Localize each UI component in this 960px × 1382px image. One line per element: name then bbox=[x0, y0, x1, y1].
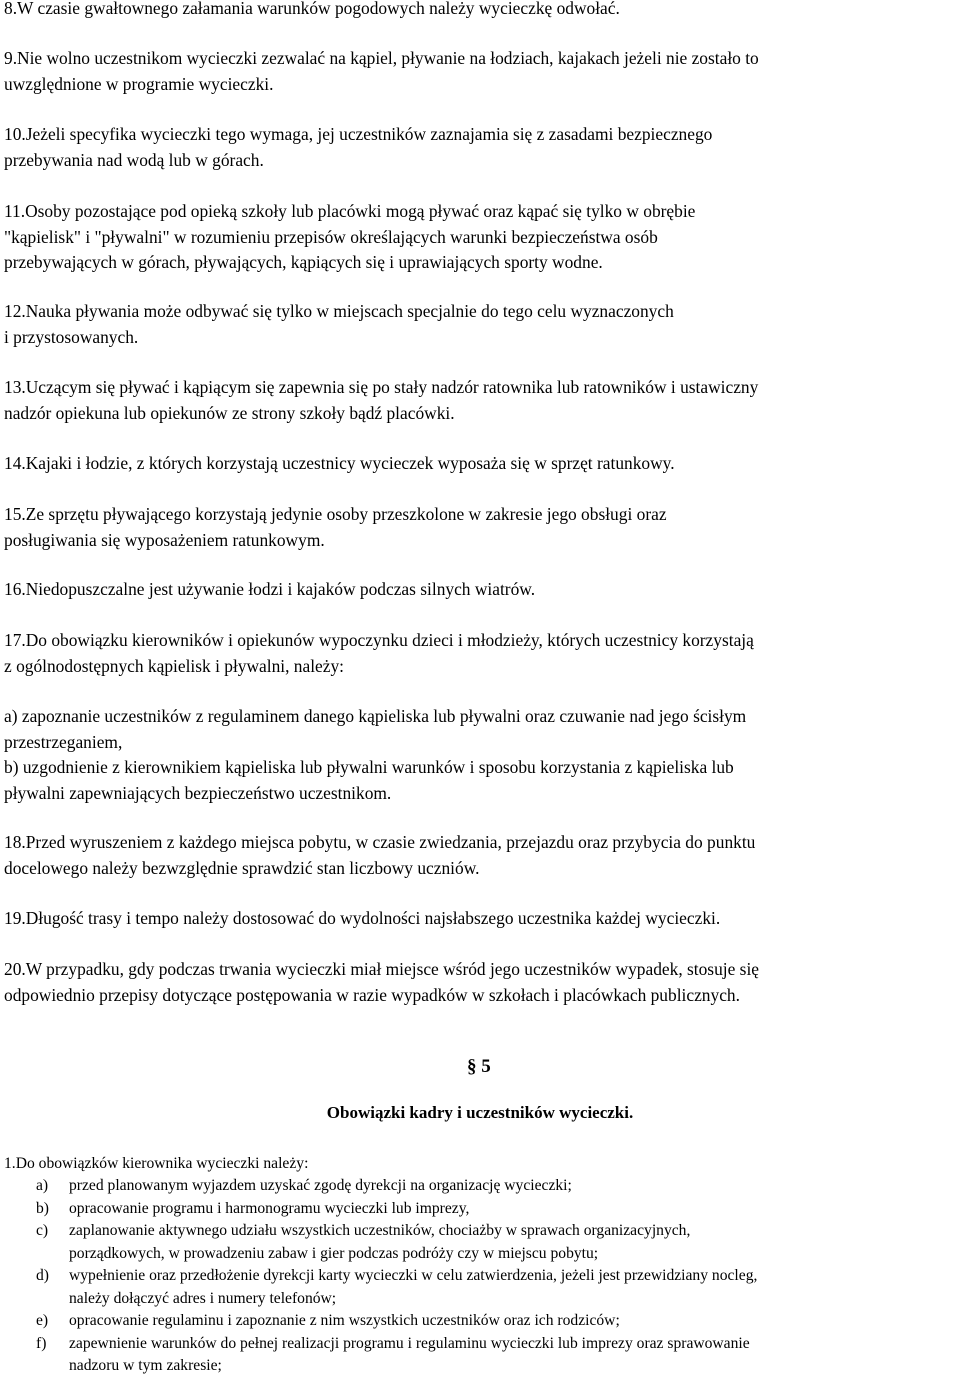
text-line: 13.Uczącym się pływać i kąpiącym się zapewnia się po stały nadzór ratownika lub ratowników i ustawiczny bbox=[4, 377, 759, 397]
duties-list bbox=[0, 1175, 960, 1378]
text-line: uwzględnione w programie wycieczki. bbox=[4, 73, 274, 94]
text-line: i przystosowanych. bbox=[4, 326, 139, 347]
list-item-text: zaplanowanie aktywnego udziału wszystkich uczestników, chociażby w sprawach organizacyjnych, bbox=[69, 1222, 691, 1239]
paragraph-17 bbox=[4, 628, 960, 679]
list-item-text: przed planowanym wyjazdem uzyskać zgodę dyrekcji na organizację wycieczki; bbox=[69, 1177, 572, 1194]
text-line: 17.Do obowiązku kierowników i opiekunów wypoczynku dzieci i młodzieży, których uczestnicy korzystają bbox=[4, 630, 754, 650]
text-line: 10.Jeżeli specyfika wycieczki tego wymaga, jej uczestników zaznajamia się z zasadami bezpiecznego bbox=[4, 124, 713, 144]
text-line: docelowego należy bezwzględnie sprawdzić stan liczbowy uczniów. bbox=[4, 857, 480, 878]
list-item-text: wypełnienie oraz przedłożenie dyrekcji karty wycieczki w celu zatwierdzenia, jeżeli jest przewidziany nocleg, bbox=[69, 1267, 758, 1284]
text-line: posługiwania się wyposażeniem ratunkowym. bbox=[4, 529, 325, 550]
paragraph-18 bbox=[4, 830, 960, 881]
paragraph-16 bbox=[4, 577, 960, 603]
paragraph-11 bbox=[4, 199, 960, 276]
paragraph-20 bbox=[4, 957, 960, 1008]
text-line: 20.W przypadku, gdy podczas trwania wycieczki miał miejsce wśród jego uczestników wypadek, stosuje się bbox=[4, 959, 759, 979]
text-line: nadzór opiekuna lub opiekunów ze strony szkoły bądź placówki. bbox=[4, 402, 455, 423]
paragraph-14 bbox=[4, 451, 960, 477]
text-line: 12.Nauka pływania może odbywać się tylko w miejscach specjalnie do tego celu wyznaczonych bbox=[4, 301, 674, 321]
text-line: z ogólnodostępnych kąpielisk i pływalni, należy: bbox=[4, 655, 345, 676]
text-line: a) zapoznanie uczestników z regulaminem danego kąpieliska lub pływalni oraz czuwanie nad jego ścisłym bbox=[4, 706, 747, 726]
list-item bbox=[0, 1220, 960, 1265]
text-line: 19.Długość trasy i tempo należy dostosować do wydolności najsłabszego uczestnika każdej wycieczki. bbox=[4, 908, 721, 928]
list-item bbox=[0, 1198, 960, 1221]
section-title: Obowiązki kadry i uczestników wycieczki. bbox=[326, 1103, 634, 1122]
list-item-letter: b) bbox=[36, 1199, 49, 1217]
list-item-letter: a) bbox=[36, 1177, 49, 1194]
list-item-letter: f) bbox=[36, 1334, 47, 1352]
list-item bbox=[0, 1333, 960, 1378]
section-number: § 5 bbox=[467, 1056, 491, 1077]
text-line: przebywających w górach, pływających, kąpiących się i uprawiających sporty wodne. bbox=[4, 252, 603, 272]
text-line: 9.Nie wolno uczestnikom wycieczki zezwalać na kąpiel, pływanie na łodziach, kajakach jeżeli nie zostało to bbox=[4, 48, 759, 68]
text-line: 18.Przed wyruszeniem z każdego miejsca pobytu, w czasie zwiedzania, przejazdu oraz przybycia do punktu bbox=[4, 832, 756, 852]
text-line: przestrzeganiem, bbox=[4, 731, 123, 752]
paragraph-8 bbox=[4, 0, 960, 22]
paragraph-12 bbox=[4, 299, 960, 350]
list-item-letter: d) bbox=[36, 1267, 49, 1284]
text-line: 11.Osoby pozostające pod opieką szkoły lub placówki mogą pływać oraz kąpać się tylko w obrębie bbox=[4, 201, 696, 221]
text-line: 15.Ze sprzętu pływającego korzystają jedynie osoby przeszkolone w zakresie jego obsługi oraz bbox=[4, 504, 667, 524]
list-item-text: nadzoru w tym zakresie; bbox=[69, 1357, 222, 1374]
text-line: b) uzgodnienie z kierownikiem kąpieliska lub pływalni warunków i sposobu korzystania z kąpieliska lub bbox=[4, 757, 734, 777]
list-item-text: należy dołączyć adres i numery telefonów; bbox=[69, 1289, 337, 1307]
text-line: odpowiednio przepisy dotyczące postępowania w razie wypadków w szkołach i placówkach publicznych. bbox=[4, 984, 740, 1005]
text-line: pływalni zapewniających bezpieczeństwo uczestnikom. bbox=[4, 782, 392, 803]
list-item-text: porządkowych, w prowadzeniu zabaw i gier podczas podróży czy w miejscu pobytu; bbox=[69, 1244, 599, 1262]
list-item-letter: c) bbox=[36, 1222, 49, 1239]
text-line: 14.Kajaki i łodzie, z których korzystają uczestnicy wycieczek wyposaża się w sprzęt ratunkowy. bbox=[4, 453, 675, 473]
text-line: "kąpielisk" i "pływalni" w rozumieniu przepisów określających warunki bezpieczeństwa osób bbox=[4, 226, 658, 247]
paragraph-15 bbox=[4, 502, 960, 553]
paragraph-13 bbox=[4, 375, 960, 426]
section-intro: 1.Do obowiązków kierownika wycieczki należy: bbox=[4, 1155, 309, 1172]
list-item-text: opracowanie regulaminu i zapoznanie z nim wszystkich uczestników oraz ich rodziców; bbox=[69, 1312, 620, 1329]
text-line: 16.Niedopuszczalne jest używanie łodzi i kajaków podczas silnych wiatrów. bbox=[4, 579, 536, 599]
paragraph-19 bbox=[4, 906, 960, 932]
list-item bbox=[0, 1265, 960, 1310]
text-line: 8.W czasie gwałtownego załamania warunków pogodowych należy wycieczkę odwołać. bbox=[4, 0, 620, 18]
list-item-text: opracowanie programu i harmonogramu wycieczki lub imprezy, bbox=[69, 1199, 470, 1217]
paragraph-10 bbox=[4, 122, 960, 173]
paragraph-9 bbox=[4, 46, 960, 97]
list-item bbox=[0, 1310, 960, 1333]
list-item-letter: e) bbox=[36, 1312, 49, 1329]
paragraph-17-subpoints bbox=[4, 704, 960, 806]
list-item-text: zapewnienie warunków do pełnej realizacji programu i regulaminu wycieczki lub imprezy oraz sprawowanie bbox=[69, 1334, 750, 1352]
text-line: przebywania nad wodą lub w górach. bbox=[4, 149, 264, 170]
list-item bbox=[0, 1175, 960, 1198]
